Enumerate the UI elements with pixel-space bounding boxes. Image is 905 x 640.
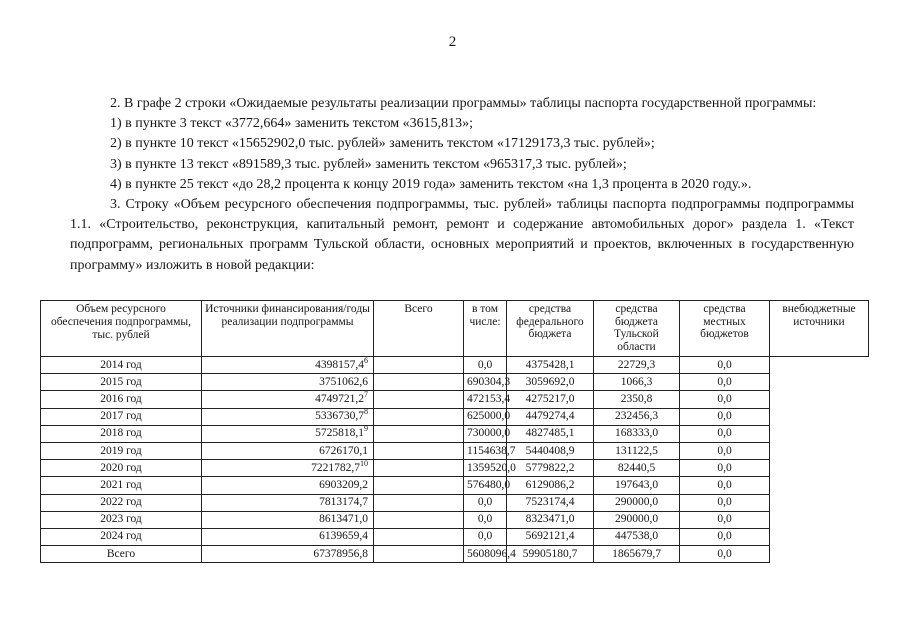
cell-regional: 5440408,9 xyxy=(507,442,594,459)
footnote-mark: 7 xyxy=(364,390,368,400)
cell-extra: 0,0 xyxy=(680,374,770,391)
cell-including xyxy=(374,408,464,425)
cell-year: 2022 год xyxy=(41,494,202,511)
cell-federal: 576480,0 xyxy=(464,477,507,494)
cell-including xyxy=(374,528,464,545)
cell-year: 2016 год xyxy=(41,391,202,408)
footnote-mark: 6 xyxy=(364,355,368,365)
table-row xyxy=(41,425,869,442)
cell-federal: 1154638,7 xyxy=(464,442,507,459)
table-row xyxy=(41,442,869,459)
cell-extra: 0,0 xyxy=(680,442,770,459)
cell-federal: 690304,3 xyxy=(464,374,507,391)
cell-year: 2018 год xyxy=(41,425,202,442)
cell-extra: 0,0 xyxy=(680,391,770,408)
cell-year: 2020 год xyxy=(41,460,202,477)
cell-local: 290000,0 xyxy=(594,494,680,511)
cell-total-value: 3751062,6 xyxy=(319,375,368,388)
cell-federal: 0,0 xyxy=(464,357,507,374)
cell-extra: 0,0 xyxy=(680,460,770,477)
cell-regional: 4375428,1 xyxy=(507,357,594,374)
cell-including xyxy=(374,477,464,494)
cell-total-value: 6139659,4 xyxy=(319,530,368,543)
footnote-mark: 9 xyxy=(364,424,368,434)
cell-including xyxy=(374,494,464,511)
cell-regional: 7523174,4 xyxy=(507,494,594,511)
cell-including xyxy=(374,442,464,459)
cell-federal: 0,0 xyxy=(464,528,507,545)
cell-federal: 472153,4 xyxy=(464,391,507,408)
cell-local: 197643,0 xyxy=(594,477,680,494)
page-number: 2 xyxy=(448,34,457,50)
cell-local: 82440,5 xyxy=(594,460,680,477)
cell-extra: 0,0 xyxy=(680,357,770,374)
cell-extra: 0,0 xyxy=(680,546,770,563)
cell-total xyxy=(202,442,374,459)
cell-total-value: 4749721,2 xyxy=(315,392,364,405)
cell-year: 2015 год xyxy=(41,374,202,391)
cell-total xyxy=(202,408,374,425)
list-item-4: 4) в пункте 25 текст «до 28,2 процента к концу 2019 года» заменить текстом «на 1,3 процента в 2020 году.». xyxy=(110,176,752,192)
header-local: средства местных бюджетов xyxy=(680,301,770,357)
table-header-row xyxy=(41,301,869,357)
cell-extra: 0,0 xyxy=(680,511,770,528)
cell-including xyxy=(374,511,464,528)
cell-including xyxy=(374,374,464,391)
cell-including xyxy=(374,460,464,477)
cell-total-value: 7813174,7 xyxy=(319,496,368,509)
cell-extra: 0,0 xyxy=(680,425,770,442)
cell-year: 2023 год xyxy=(41,511,202,528)
cell-total xyxy=(202,391,374,408)
header-total: Всего xyxy=(374,301,464,357)
cell-year: 2014 год xyxy=(41,357,202,374)
cell-regional: 4275217,0 xyxy=(507,391,594,408)
cell-federal: 1359520,0 xyxy=(464,460,507,477)
header-sources: Источники финансирования/годы реализации подпрограммы xyxy=(202,301,374,357)
cell-total-value: 6726170,1 xyxy=(319,444,368,457)
cell-regional: 59905180,7 xyxy=(507,546,594,563)
cell-total-value: 6903209,2 xyxy=(319,478,368,491)
table-row xyxy=(41,408,869,425)
funding-table xyxy=(40,300,869,563)
table-body xyxy=(41,357,869,563)
cell-local: 22729,3 xyxy=(594,357,680,374)
cell-federal: 625000,0 xyxy=(464,408,507,425)
cell-including xyxy=(374,357,464,374)
cell-year: 2021 год xyxy=(41,477,202,494)
table-row xyxy=(41,477,869,494)
cell-extra: 0,0 xyxy=(680,528,770,545)
cell-total-value: 4398157,4 xyxy=(315,358,364,371)
cell-regional: 6129086,2 xyxy=(507,477,594,494)
cell-including xyxy=(374,391,464,408)
cell-local: 232456,3 xyxy=(594,408,680,425)
cell-total-label: Всего xyxy=(41,546,202,563)
paragraph-2: 2. В графе 2 строки «Ожидаемые результаты реализации программы» таблицы паспорта государственной программы: xyxy=(110,96,817,111)
cell-local: 290000,0 xyxy=(594,511,680,528)
table-row xyxy=(41,357,869,374)
list-item-3: 3) в пункте 13 текст «891589,3 тыс. рублей» заменить текстом «965317,3 тыс. рублей»; xyxy=(110,156,627,172)
header-including: в том числе: xyxy=(464,301,507,357)
cell-local: 168333,0 xyxy=(594,425,680,442)
cell-year: 2024 год xyxy=(41,528,202,545)
cell-total xyxy=(202,460,374,477)
cell-total xyxy=(202,374,374,391)
cell-federal: 0,0 xyxy=(464,511,507,528)
cell-regional: 5692121,4 xyxy=(507,528,594,545)
document-body xyxy=(70,94,854,276)
cell-total xyxy=(202,425,374,442)
table-row xyxy=(41,511,869,528)
cell-total xyxy=(202,511,374,528)
cell-federal: 0,0 xyxy=(464,494,507,511)
list-item-1: 1) в пункте 3 текст «3772,664» заменить текстом «3615,813»; xyxy=(110,116,474,132)
cell-regional: 8323471,0 xyxy=(507,511,594,528)
cell-including xyxy=(374,546,464,563)
cell-regional: 3059692,0 xyxy=(507,374,594,391)
cell-including xyxy=(374,425,464,442)
cell-regional: 4479274,4 xyxy=(507,408,594,425)
footnote-mark: 8 xyxy=(364,407,368,417)
header-regional: средства бюджета Тульской области xyxy=(594,301,680,357)
cell-extra: 0,0 xyxy=(680,494,770,511)
cell-total-value: 5725818,1 xyxy=(315,427,364,440)
header-federal: средства федерального бюджета xyxy=(507,301,594,357)
table-row xyxy=(41,528,869,545)
list-item-2: 2) в пункте 10 текст «15652902,0 тыс. рублей» заменить текстом «17129173,3 тыс. рублей»; xyxy=(110,136,655,152)
cell-federal: 730000,0 xyxy=(464,425,507,442)
cell-total-value: 8613471,0 xyxy=(319,513,368,526)
cell-total xyxy=(202,477,374,494)
cell-federal: 5608096,4 xyxy=(464,546,507,563)
cell-extra: 0,0 xyxy=(680,477,770,494)
cell-local: 1865679,7 xyxy=(594,546,680,563)
cell-total xyxy=(202,357,374,374)
table-row xyxy=(41,391,869,408)
cell-total-value: 5336730,7 xyxy=(315,410,364,423)
table-row xyxy=(41,494,869,511)
cell-regional: 5779822,2 xyxy=(507,460,594,477)
footnote-mark: 10 xyxy=(360,458,368,468)
cell-year: 2017 год xyxy=(41,408,202,425)
cell-local: 2350,8 xyxy=(594,391,680,408)
resource-volume-label: Объем ресурсного обеспечения подпрограммы, тыс. рублей xyxy=(41,301,202,357)
table-row xyxy=(41,374,869,391)
cell-extra: 0,0 xyxy=(680,408,770,425)
cell-total xyxy=(202,528,374,545)
table-row xyxy=(41,460,869,477)
cell-regional: 4827485,1 xyxy=(507,425,594,442)
cell-local: 447538,0 xyxy=(594,528,680,545)
paragraph-3: 3. Строку «Объем ресурсного обеспечения подпрограммы, тыс. рублей» таблицы паспорта подпрограммы подпрограммы 1.1. «Строительство, реконструкция, капитальный ремонт, ремонт и содержание автомобильных дорог» раздела 1. «Текст подпрограмм, региональных программ Тульской области, основных мероприятий и проектов, включенных в государственную программу» изложить в новой редакции: xyxy=(70,197,854,273)
table-total-row xyxy=(41,546,869,563)
cell-year: 2019 год xyxy=(41,442,202,459)
cell-local: 131122,5 xyxy=(594,442,680,459)
cell-total xyxy=(202,494,374,511)
cell-local: 1066,3 xyxy=(594,374,680,391)
header-extra: внебюджетные источники xyxy=(770,301,869,357)
cell-grand-total: 67378956,8 xyxy=(202,546,374,563)
cell-total-value: 7221782,7 xyxy=(311,461,360,474)
